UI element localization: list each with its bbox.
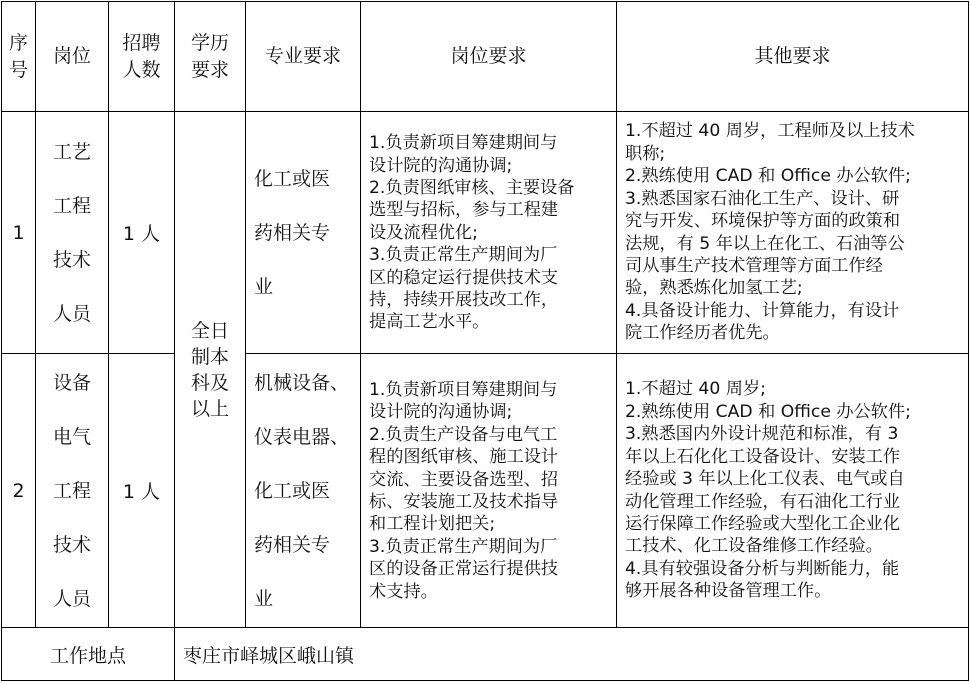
text-line: 仪表电器、 (254, 425, 350, 448)
text-line: 2.熟练使用 CAD 和 Office 办公软件; (625, 401, 911, 422)
text-line: 设计院的沟通协调; (369, 155, 513, 176)
header-count (109, 2, 175, 112)
row-major (246, 112, 361, 354)
text-line: 化工或医 (254, 479, 331, 502)
text-line: 司从事生产技术管理等方面工作经 (625, 255, 883, 276)
text-line: 工技术、化工设备维修工作经验。 (625, 536, 883, 557)
text-line: 技术 (52, 248, 91, 271)
row-other (617, 354, 969, 628)
text-line: 3.熟悉国家石油化工生产、设计、研 (625, 188, 900, 209)
recruitment-table (1, 1, 969, 681)
text-line: 化工或医 (254, 167, 331, 190)
text-line: 术支持。 (369, 581, 438, 602)
text-line: 工艺 (52, 140, 91, 163)
text-line: 验，熟悉炼化加氢工艺; (625, 278, 803, 299)
text-line: 人员 (52, 587, 91, 610)
text-line: 1.负责新项目筹建期间与 (369, 133, 558, 154)
header-education (175, 2, 246, 112)
row-major (246, 354, 361, 628)
text-line: 技术 (52, 533, 91, 556)
row-other (617, 112, 969, 354)
education-cell (175, 112, 246, 628)
footer-row (2, 628, 969, 681)
text-line: 究与开发、环境保护等方面的政策和 (625, 211, 901, 232)
footer-value: 枣庄市峄城区峨山镇 (175, 628, 969, 681)
row-seq: 1 (2, 112, 36, 354)
education-text: 全日 制本 科及 以上 (190, 319, 229, 420)
row-position (36, 354, 109, 628)
text-line: 经验或 3 年以上化工仪表、电气或自 (625, 469, 905, 490)
text-line: 3.负责正常生产期间为厂 (369, 536, 558, 557)
text-line: 设计院的沟通协调; (369, 402, 513, 423)
text-line: 法规，有 5 年以上在化工、石油等公 (625, 233, 905, 254)
text-line: 业 (254, 587, 274, 610)
text-line: 1.不超过 40 周岁，工程师及以上技术 (625, 121, 915, 142)
header-row (2, 2, 969, 112)
row-seq: 2 (2, 354, 36, 628)
text-line: 2.负责生产设备与电气工 (369, 424, 558, 445)
header-duty: 岗位要求 (361, 2, 617, 112)
header-seq: 序 号 (2, 2, 36, 112)
text-line: 区的稳定运行提供技术支 (369, 267, 559, 288)
text-line: 业 (254, 275, 274, 298)
text-line: 4.具有较强设备分析与判断能力，能 (625, 558, 900, 579)
text-line: 工程 (52, 479, 91, 502)
text-line: 2.负责图纸审核、主要设备 (369, 177, 575, 198)
text-line: 人员 (52, 302, 91, 325)
text-line: 机械设备、 (254, 371, 350, 394)
text-line: 院工作经历者优先。 (625, 323, 780, 344)
text-line: 标、安装施工及技术指导 (369, 492, 559, 512)
header-major: 专业要求 (246, 2, 361, 112)
text-line: 3.负责正常生产期间为厂 (369, 245, 558, 266)
table-row (2, 112, 969, 354)
text-line: 4.具备设计能力、计算能力，有设计 (625, 300, 900, 321)
text-line: 工程 (52, 194, 91, 217)
text-line: 职称; (625, 143, 666, 164)
text-line: 动化管理工作经验，有石油化工行业 (625, 491, 901, 512)
text-line: 2.熟练使用 CAD 和 Office 办公软件; (625, 166, 911, 187)
text-line: 药相关专 (254, 533, 331, 556)
text-line: 设及流程优化; (369, 222, 478, 243)
header-education-text: 学历 要求 (190, 31, 229, 81)
text-line: 年以上石化化工设备设计、安装工作 (625, 446, 901, 467)
row-duty (361, 112, 617, 354)
text-line: 选型与招标，参与工程建 (369, 200, 559, 221)
header-position: 岗位 (36, 2, 109, 112)
header-other: 其他要求 (617, 2, 969, 112)
row-duty (361, 354, 617, 628)
text-line: 区的设备正常运行提供技 (369, 559, 559, 580)
text-line: 够开展各种设备管理工作。 (625, 581, 832, 602)
text-line: 提高工艺水平。 (369, 312, 490, 333)
text-line: 运行保障工作经验或大型化工企业化 (625, 513, 901, 534)
text-line: 交流、主要设备选型、招 (369, 469, 559, 490)
footer-label: 工作地点 (2, 628, 175, 681)
row-position (36, 112, 109, 354)
text-line: 药相关专 (254, 221, 331, 244)
text-line: 电气 (52, 425, 91, 448)
text-line: 和工程计划把关; (369, 514, 496, 535)
header-count-text: 招聘 人数 (122, 31, 161, 81)
row-count: 1 人 (109, 112, 175, 354)
text-line: 程的图纸审核、施工设计 (369, 447, 559, 468)
text-line: 1.不超过 40 周岁; (625, 379, 766, 400)
text-line: 3.熟悉国内外设计规范和标准，有 3 (625, 424, 899, 445)
text-line: 设备 (52, 371, 91, 394)
text-line: 持，持续开展技改工作， (369, 290, 559, 311)
row-count: 1 人 (109, 354, 175, 628)
table-row (2, 354, 969, 628)
text-line: 1.负责新项目筹建期间与 (369, 379, 558, 400)
